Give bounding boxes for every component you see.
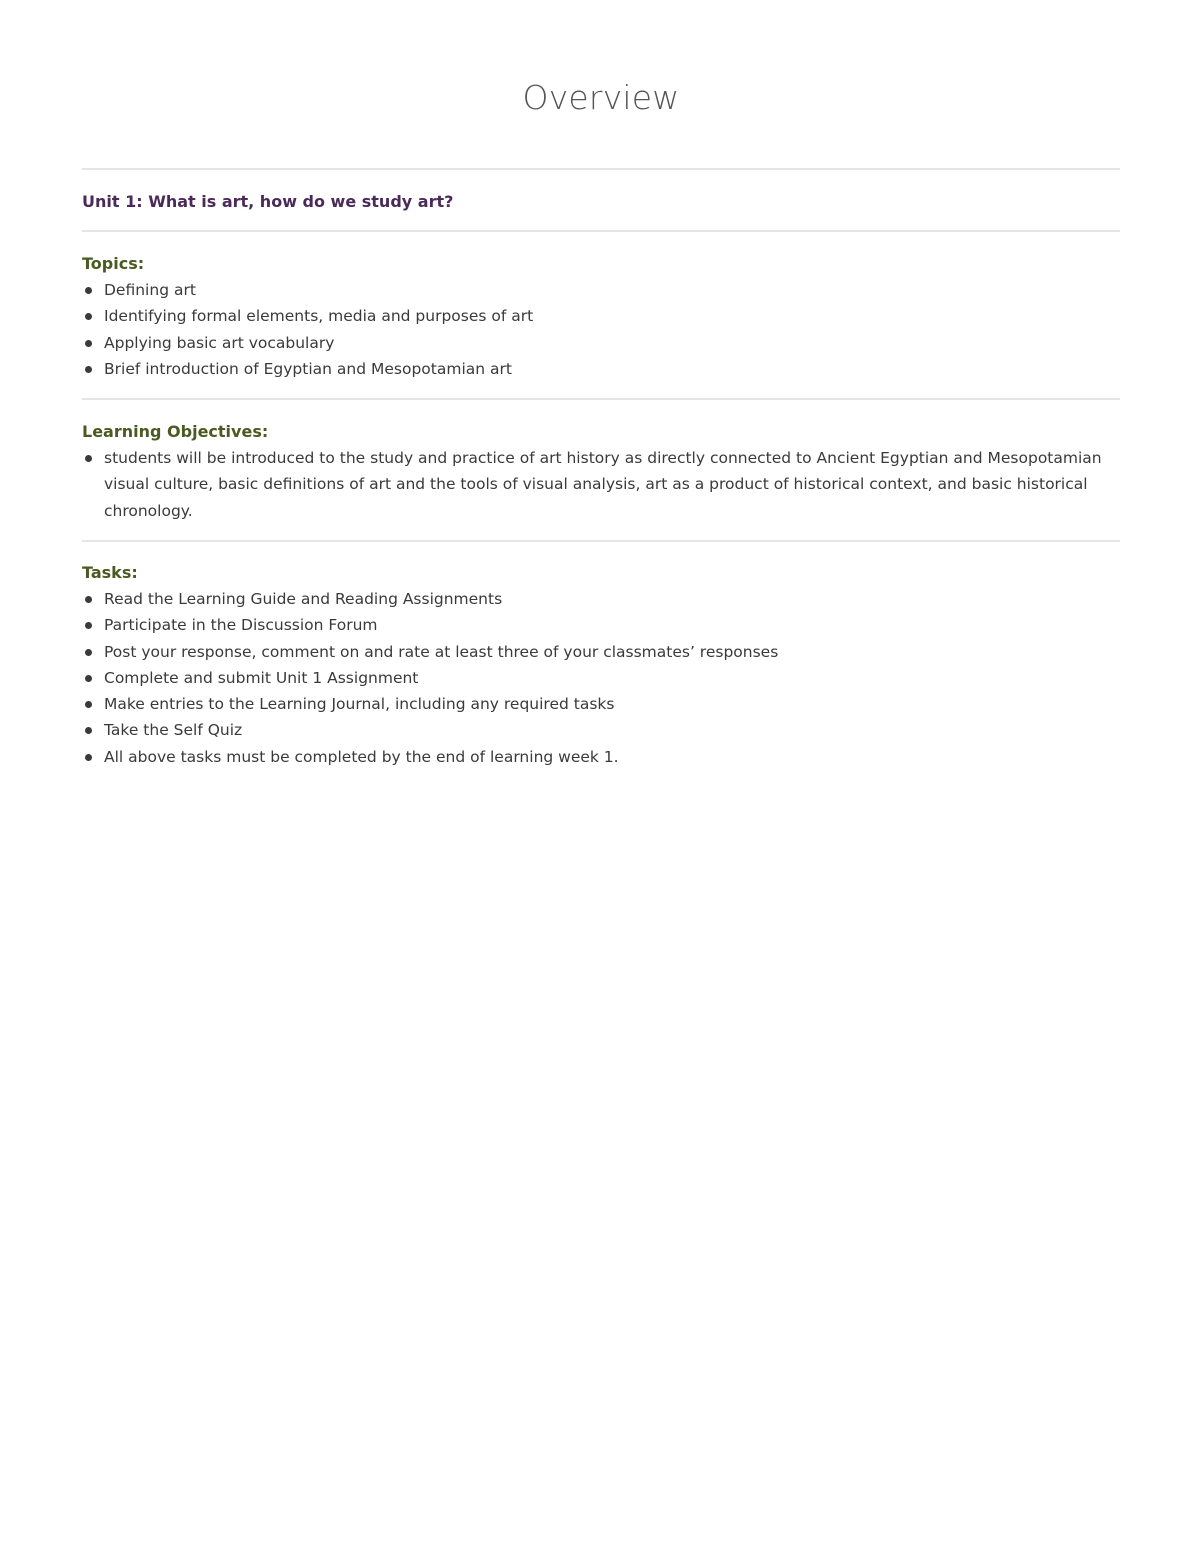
- bullet-icon: [85, 340, 92, 347]
- task-item: Make entries to the Learning Journal, including any required tasks: [82, 691, 1120, 717]
- bullet-icon: [85, 727, 92, 734]
- bullet-icon: [85, 622, 92, 629]
- bullet-icon: [85, 649, 92, 656]
- page-title: Overview: [522, 78, 680, 117]
- divider-topics: [82, 398, 1120, 400]
- objective-item: students will be introduced to the study and practice of art history as directly connected to Ancient Egyptian and Mesopotamian visual culture, basic definitions of art and the tools of visual analysis, art as a product of historical context, and basic historical chronology.: [82, 445, 1120, 524]
- objectives-heading: Learning Objectives:: [82, 422, 269, 441]
- topic-item: Brief introduction of Egyptian and Mesopotamian art: [82, 356, 1120, 382]
- tasks-list: [82, 586, 1120, 770]
- topic-item: Applying basic art vocabulary: [82, 330, 1120, 356]
- bullet-icon: [85, 675, 92, 682]
- divider-objectives: [82, 540, 1120, 542]
- task-item: Take the Self Quiz: [82, 717, 1120, 743]
- bullet-icon: [85, 313, 92, 320]
- divider-unit: [82, 230, 1120, 232]
- tasks-heading: Tasks:: [82, 563, 138, 582]
- objectives-list: [82, 445, 1120, 524]
- task-item: Read the Learning Guide and Reading Assignments: [82, 586, 1120, 612]
- task-item: All above tasks must be completed by the end of learning week 1.: [82, 744, 1120, 770]
- bullet-icon: [85, 366, 92, 373]
- task-item: Complete and submit Unit 1 Assignment: [82, 665, 1120, 691]
- bullet-icon: [85, 754, 92, 761]
- divider-top: [82, 168, 1120, 170]
- topic-item: Defining art: [82, 277, 1120, 303]
- topic-item: Identifying formal elements, media and purposes of art: [82, 303, 1120, 329]
- bullet-icon: [85, 455, 92, 462]
- unit-title: Unit 1: What is art, how do we study art?: [82, 192, 454, 211]
- task-item: Post your response, comment on and rate at least three of your classmates’ responses: [82, 639, 1120, 665]
- topics-list: [82, 277, 1120, 382]
- bullet-icon: [85, 701, 92, 708]
- topics-heading: Topics:: [82, 254, 145, 273]
- bullet-icon: [85, 287, 92, 294]
- bullet-icon: [85, 596, 92, 603]
- task-item: Participate in the Discussion Forum: [82, 612, 1120, 638]
